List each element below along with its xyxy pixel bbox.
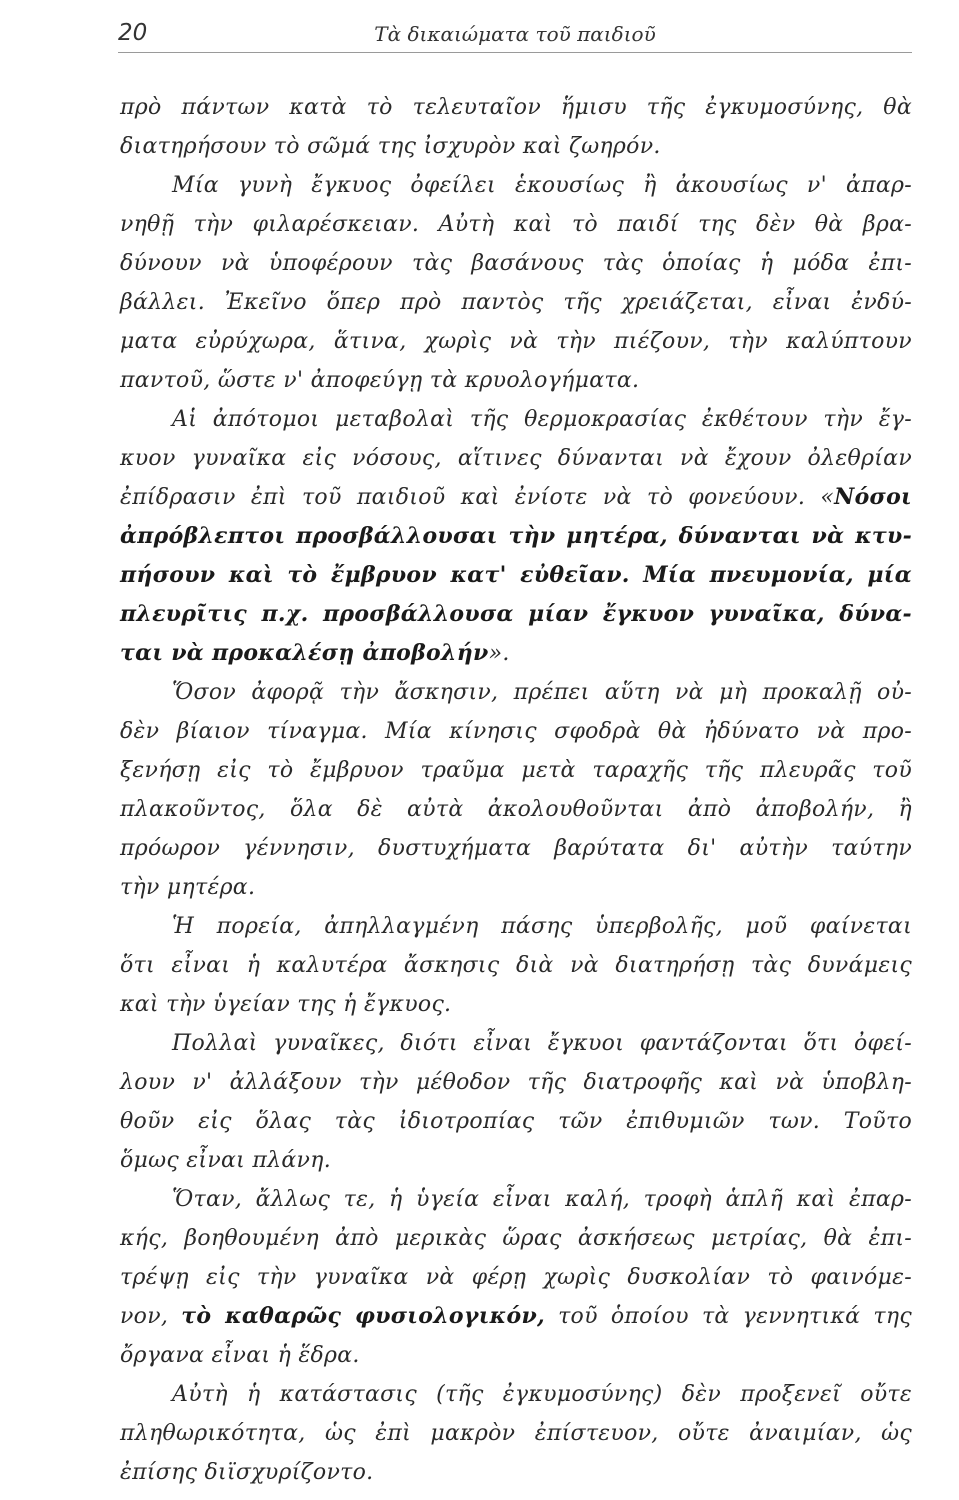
paragraph-start-line: Αἱ ἀπότομοι μεταβολαὶ τῆς θερμοκρασίας ἐκθέτουν τὴν ἔγ-	[172, 407, 912, 432]
text-line: νηθῇ τὴν φιλαρέσκειαν. Αὐτὴ καὶ τὸ παιδί της δὲν θὰ βρα-	[120, 212, 912, 237]
running-title: Τὰ δικαιώματα τοῦ παιδιοῦ	[374, 22, 656, 46]
text-line: βάλλει. Ἐκεῖνο ὅπερ πρὸ παντὸς τῆς χρειάζεται, εἶναι ἐνδύ-	[120, 290, 912, 315]
bold-quote-line: πλευρῖτις π.χ. προσβάλλουσα μίαν ἔγκυον γυναῖκα, δύνα-	[120, 601, 912, 627]
paragraph-start-line: Πολλαὶ γυναῖκες, διότι εἶναι ἔγκυοι φαντάζονται ὅτι ὀφεί-	[172, 1031, 912, 1056]
text-line: πληθωρικότητα, ὡς ἐπὶ μακρὸν ἐπίστευον, οὔτε ἀναιμίαν, ὡς	[120, 1421, 912, 1446]
text-line: τὴν μητέρα.	[120, 875, 256, 900]
body-text	[120, 88, 912, 1492]
bold-quote: Νόσοι	[834, 484, 912, 510]
text-line: ὅμως εἶναι πλάνη.	[120, 1148, 331, 1173]
paragraph-start-line: Αὐτὴ ἡ κατάστασις (τῆς ἐγκυμοσύνης) δὲν προξενεῖ οὔτε	[172, 1382, 912, 1407]
bold-phrase: τὸ καθαρῶς φυσιολογικόν,	[181, 1303, 545, 1329]
text-line: πρὸ πάντων κατὰ τὸ τελευταῖον ἥμισυ τῆς ἐγκυμοσύνης, θὰ	[120, 95, 912, 120]
text-line: διατηρήσουν τὸ σῶμά της ἰσχυρὸν καὶ ζωηρόν.	[120, 134, 661, 159]
text-line: νον, τὸ καθαρῶς φυσιολογικόν, τοῦ ὁποίου τὰ γεννητικά της	[120, 1303, 913, 1329]
text-line: κής, βοηθουμένη ἀπὸ μερικὰς ὥρας ἀσκήσεως μετρίας, θὰ ἐπι-	[120, 1226, 912, 1251]
text-line: ται νὰ προκαλέσῃ ἀποβολήν».	[120, 640, 510, 666]
paragraph-start-line: Ὅταν, ἄλλως τε, ἡ ὑγεία εἶναι καλή, τροφὴ ἁπλῆ καὶ ἐπαρ-	[172, 1187, 912, 1212]
running-header	[118, 18, 912, 53]
text-line: ὄργανα εἶναι ἡ ἕδρα.	[120, 1343, 360, 1368]
paragraph-start-line: Μία γυνὴ ἔγκυος ὀφείλει ἑκουσίως ἢ ἀκουσίως ν' ἀπαρ-	[172, 173, 912, 198]
text-line: πλακοῦντος, ὅλα δὲ αὐτὰ ἀκολουθοῦνται ἀπὸ ἀποβολήν, ἢ	[120, 797, 912, 822]
text-line: ὅτι εἶναι ἡ καλυτέρα ἄσκησις διὰ νὰ διατηρήσῃ τὰς δυνάμεις	[120, 953, 912, 978]
text-line: πρόωρον γέννησιν, δυστυχήματα βαρύτατα δι' αὐτὴν ταύτην	[120, 836, 912, 861]
text-line: θοῦν εἰς ὅλας τὰς ἰδιοτροπίας τῶν ἐπιθυμιῶν των. Τοῦτο	[120, 1109, 912, 1134]
text-line: ματα εὐρύχωρα, ἅτινα, χωρὶς νὰ τὴν πιέζουν, τὴν καλύπτουν	[120, 329, 912, 354]
text-line: ἐπίσης διϊσχυρίζοντο.	[120, 1460, 374, 1485]
bold-quote-line: ἀπρόβλεπτοι προσβάλλουσαι τὴν μητέρα, δύνανται νὰ κτυ-	[120, 523, 912, 549]
text-line: δύνουν νὰ ὑποφέρουν τὰς βασάνους τὰς ὁποίας ἡ μόδα ἐπι-	[120, 251, 912, 276]
bold-quote: ται νὰ προκαλέσῃ ἀποβολήν	[120, 640, 489, 666]
paragraph-start-line: Ἡ πορεία, ἀπηλλαγμένη πάσης ὑπερβολῆς, μοῦ φαίνεται	[172, 914, 912, 939]
text-line: ξενήσῃ εἰς τὸ ἔμβρυον τραῦμα μετὰ ταραχῆς τῆς πλευρᾶς τοῦ	[120, 758, 912, 783]
text-line: παντοῦ, ὥστε ν' ἀποφεύγῃ τὰ κρυολογήματα.	[120, 368, 640, 393]
text-line: δὲν βίαιον τίναγμα. Μία κίνησις σφοδρὰ θὰ ἠδύνατο νὰ προ-	[120, 719, 912, 744]
text-line: καὶ τὴν ὑγείαν της ἡ ἔγκυος.	[120, 992, 452, 1017]
page-number: 20	[118, 20, 148, 46]
text-line: ἐπίδρασιν ἐπὶ τοῦ παιδιοῦ καὶ ἐνίοτε νὰ τὸ φονεύουν. «Νόσοι	[120, 484, 912, 510]
text-line: λουν ν' ἀλλάξουν τὴν μέθοδον τῆς διατροφῆς καὶ νὰ ὑποβλη-	[120, 1070, 912, 1095]
paragraph-start-line: Ὅσον ἀφορᾷ τὴν ἄσκησιν, πρέπει αὕτη νὰ μὴ προκαλῇ οὐ-	[172, 680, 912, 705]
bold-quote-line: πήσουν καὶ τὸ ἔμβρυον κατ' εὐθεῖαν. Μία πνευμονία, μία	[120, 562, 912, 588]
text-line: κυον γυναῖκα εἰς νόσους, αἵτινες δύνανται νὰ ἔχουν ὀλεθρίαν	[120, 446, 912, 471]
text-line: τρέψῃ εἰς τὴν γυναῖκα νὰ φέρῃ χωρὶς δυσκολίαν τὸ φαινόμε-	[120, 1265, 912, 1290]
